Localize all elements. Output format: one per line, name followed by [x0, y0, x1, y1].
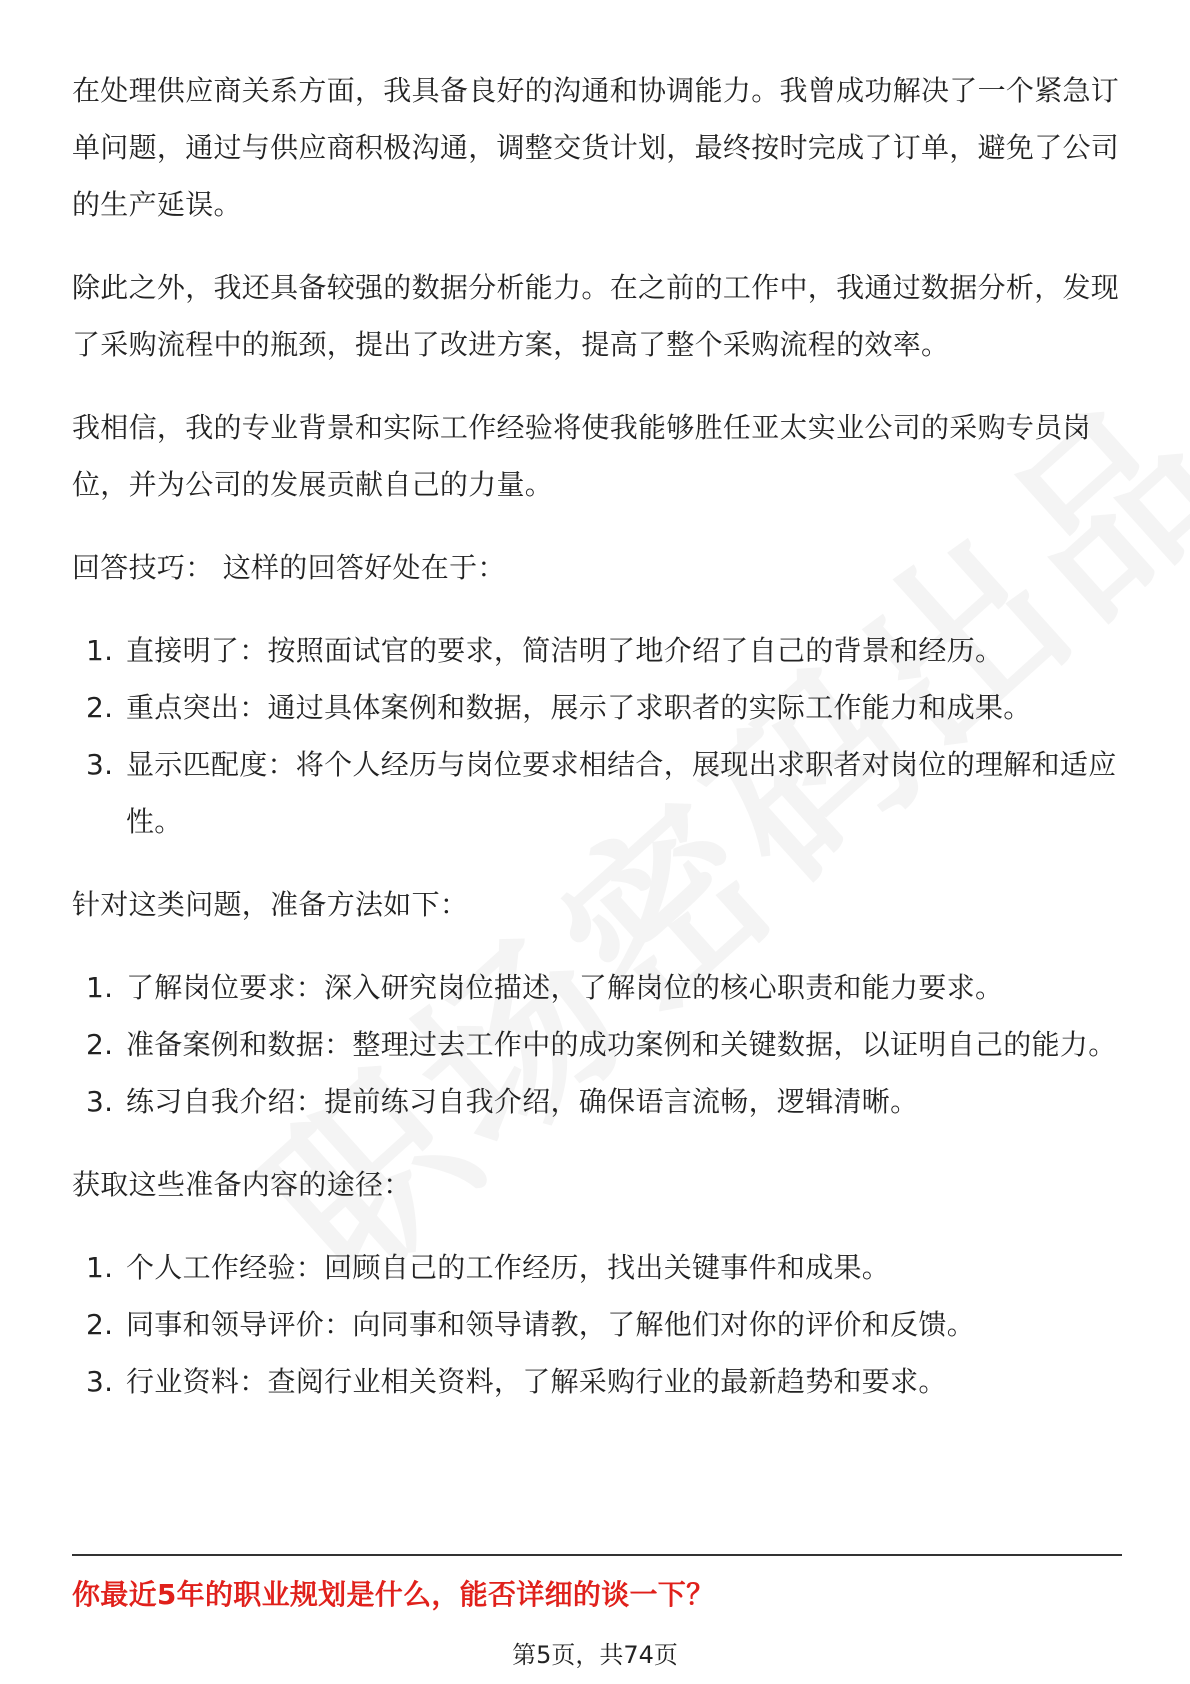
list-item: 2. 准备案例和数据：整理过去工作中的成功案例和关键数据，以证明自己的能力。: [86, 1028, 1117, 1061]
list-item: 2. 重点突出：通过具体案例和数据，展示了求职者的实际工作能力和成果。: [86, 691, 1032, 724]
page-number: 第5页，共74页: [512, 1641, 678, 1669]
sources-list: [72, 1239, 1122, 1410]
tips-heading: 回答技巧： 这样的回答好处在于：: [72, 551, 506, 584]
list-item: 3. 练习自我介绍：提前练习自我介绍，确保语言流畅，逻辑清晰。: [86, 1085, 919, 1118]
list-item: 3. 显示匹配度：将个人经历与岗位要求相结合，展现出求职者对岗位的理解和适应性。: [86, 748, 1117, 838]
list-item: 1. 个人工作经验：回顾自己的工作经历，找出关键事件和成果。: [86, 1251, 891, 1284]
section-divider: [72, 1554, 1122, 1556]
list-item: 1. 直接明了：按照面试官的要求，简洁明了地介绍了自己的背景和经历。: [86, 634, 1004, 667]
prep-heading: 针对这类问题，准备方法如下：: [72, 888, 469, 921]
paragraph-supplier-relations: 在处理供应商关系方面，我具备良好的沟通和协调能力。我曾成功解决了一个紧急订单问题，通过与供应商积极沟通，调整交货计划，最终按时完成了订单，避免了公司的生产延误。: [72, 74, 1120, 221]
next-question-heading: 你最近5年的职业规划是什么，能否详细的谈一下？: [72, 1578, 715, 1611]
list-item: 3. 行业资料：查阅行业相关资料，了解采购行业的最新趋势和要求。: [86, 1365, 947, 1398]
sources-heading: 获取这些准备内容的途径：: [72, 1168, 412, 1201]
paragraph-conclusion: 我相信，我的专业背景和实际工作经验将使我能够胜任亚太实业公司的采购专员岗位，并为公司的发展贡献自己的力量。: [72, 411, 1091, 501]
list-item: 1. 了解岗位要求：深入研究岗位描述，了解岗位的核心职责和能力要求。: [86, 971, 1004, 1004]
list-item: 2. 同事和领导评价：向同事和领导请教，了解他们对你的评价和反馈。: [86, 1308, 976, 1341]
prep-list: [72, 959, 1122, 1130]
document-body: [72, 62, 1122, 1436]
tips-list: [72, 622, 1122, 850]
paragraph-data-analysis: 除此之外，我还具备较强的数据分析能力。在之前的工作中，我通过数据分析，发现了采购流程中的瓶颈，提出了改进方案，提高了整个采购流程的效率。: [72, 271, 1120, 361]
